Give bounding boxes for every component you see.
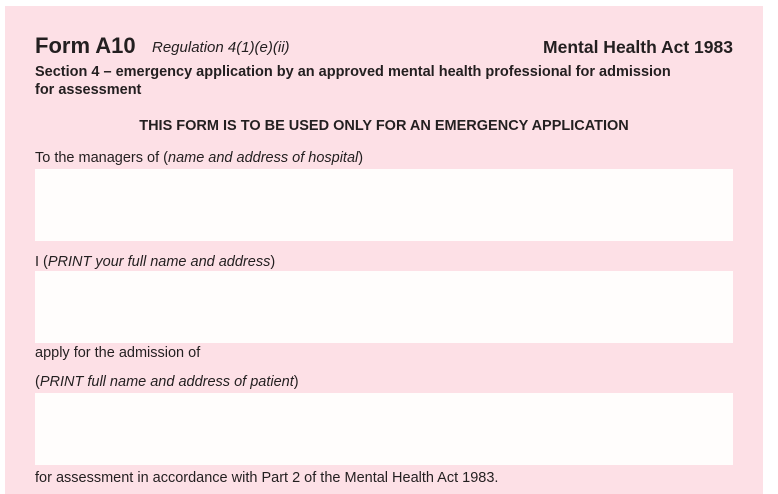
form-page [5, 6, 763, 494]
closing-statement: for assessment in accordance with Part 2 of the Mental Health Act 1983. [35, 470, 499, 486]
act-title: Mental Health Act 1983 [543, 37, 733, 57]
form-title: Form A10 [35, 33, 136, 58]
applicant-field[interactable] [35, 271, 733, 343]
regulation-reference: Regulation 4(1)(e)(ii) [152, 39, 290, 56]
hospital-label: To the managers of (name and address of hospital) [35, 150, 364, 166]
admission-intro: apply for the admission of [35, 345, 201, 361]
patient-label: (PRINT full name and address of patient) [35, 374, 299, 390]
patient-field[interactable] [35, 393, 733, 465]
emergency-notice: THIS FORM IS TO BE USED ONLY FOR AN EMERGENCY APPLICATION [139, 118, 629, 134]
hospital-field[interactable] [35, 169, 733, 241]
section-title: Section 4 – emergency application by an approved mental health professional for admission for assessment [35, 64, 671, 98]
applicant-label: I (PRINT your full name and address) [35, 254, 276, 270]
